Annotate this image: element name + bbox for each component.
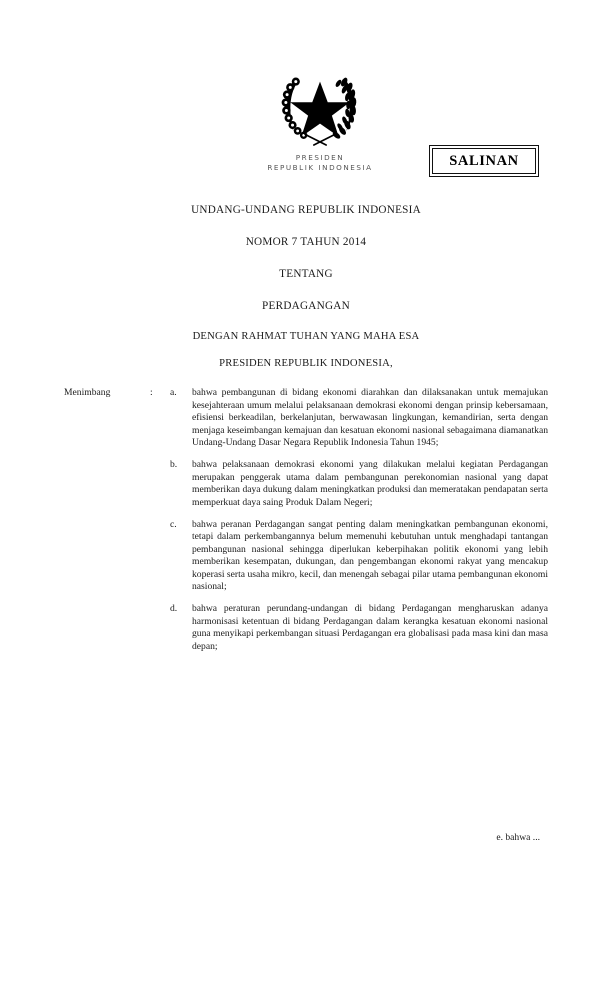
list-item-marker: a. — [170, 387, 177, 398]
salinan-stamp-inner-border — [432, 148, 537, 175]
list-item-marker: b. — [170, 459, 178, 470]
considering-section — [64, 387, 548, 653]
title-spacer-3 — [76, 281, 536, 299]
title-about-label: TENTANG — [279, 268, 333, 280]
emblem-caption — [262, 153, 378, 172]
list-item-text: bahwa pembangunan di bidang ekonomi diarahkan dan dilaksanakan untuk memajukan kesejahteraan umum melalui pelaksanaan demokrasi ekonomi dengan prinsip kebersamaan, efisiensi berkeadilan, berkelanjutan, berwawasan lingkungan, kemandirian, serta dengan menjaga keseimbangan kemajuan dan kesatuan ekonomi nasional sebagaimana diamanatkan Undang-Undang Dasar Negara Republik Indonesia Tahun 1945; — [192, 387, 548, 448]
document-header — [0, 64, 612, 184]
considering-colon: : — [150, 387, 153, 398]
salinan-stamp — [429, 145, 539, 177]
title-law-type: UNDANG-UNDANG REPUBLIK INDONESIA — [191, 204, 421, 216]
title-spacer-1 — [76, 217, 536, 235]
preamble-spacer — [76, 344, 536, 357]
preamble-invocation: DENGAN RAHMAT TUHAN YANG MAHA ESA — [192, 331, 420, 342]
presidential-emblem-block — [267, 64, 373, 172]
list-item-text: bahwa pelaksanaan demokrasi ekonomi yang dilakukan melalui kegiatan Perdagangan merupakan penggerak utama dalam pembangunan perekonomian nasional yang dapat memberikan daya dukung dalam meningkatkan produksi dan memeratakan pendapatan serta memperkuat daya saing Produk Dalam Negeri; — [192, 459, 548, 508]
emblem-caption-line-1: PRESIDEN — [295, 153, 345, 162]
list-item-marker: c. — [170, 518, 177, 530]
considering-item-list — [170, 387, 548, 653]
list-item-text: bahwa peraturan perundang-undangan di bidang Perdagangan mengharuskan adanya harmonisasi ketentuan di bidang Perdagangan dalam kerangka kesatuan ekonomi nasional guna menyikapi perkembangan situasi Perdagangan era globalisasi pada masa kini dan masa depan; — [192, 603, 548, 652]
title-spacer-2 — [76, 249, 536, 267]
list-item — [170, 459, 548, 509]
preamble-block — [76, 330, 536, 371]
page-continuation-marker: e. bahwa ... — [496, 832, 540, 843]
considering-row — [64, 387, 548, 653]
emblem-caption-line-2: REPUBLIK INDONESIA — [267, 162, 373, 172]
title-number-year: NOMOR 7 TAHUN 2014 — [245, 236, 367, 248]
list-item — [170, 603, 548, 653]
garuda-star-wreath-emblem — [276, 64, 364, 152]
list-item-text: bahwa peranan Perdagangan sangat penting dalam meningkatkan pembangunan ekonomi, tetapi dalam perkembangannya belum memenuhi kebutuhan untuk menghadapi tantangan pembangunan nasional sehingga diperlukan keberpihakan politik ekonomi yang lebih memberikan kesempatan, dukungan, dan pengembangan ekonomi rakyat yang mencakup koperasi serta usaha mikro, kecil, dan menengah sebagai pilar utama pembangunan ekonomi nasional; — [192, 518, 548, 592]
document-title-block — [76, 203, 536, 313]
list-item — [170, 387, 548, 450]
salinan-stamp-label: SALINAN — [449, 152, 519, 169]
list-item-marker: d. — [170, 603, 178, 614]
preamble-authority: PRESIDEN REPUBLIK INDONESIA, — [219, 358, 393, 369]
title-subject: PERDAGANGAN — [262, 300, 350, 312]
list-item — [170, 519, 548, 594]
considering-label: Menimbang — [64, 387, 111, 398]
